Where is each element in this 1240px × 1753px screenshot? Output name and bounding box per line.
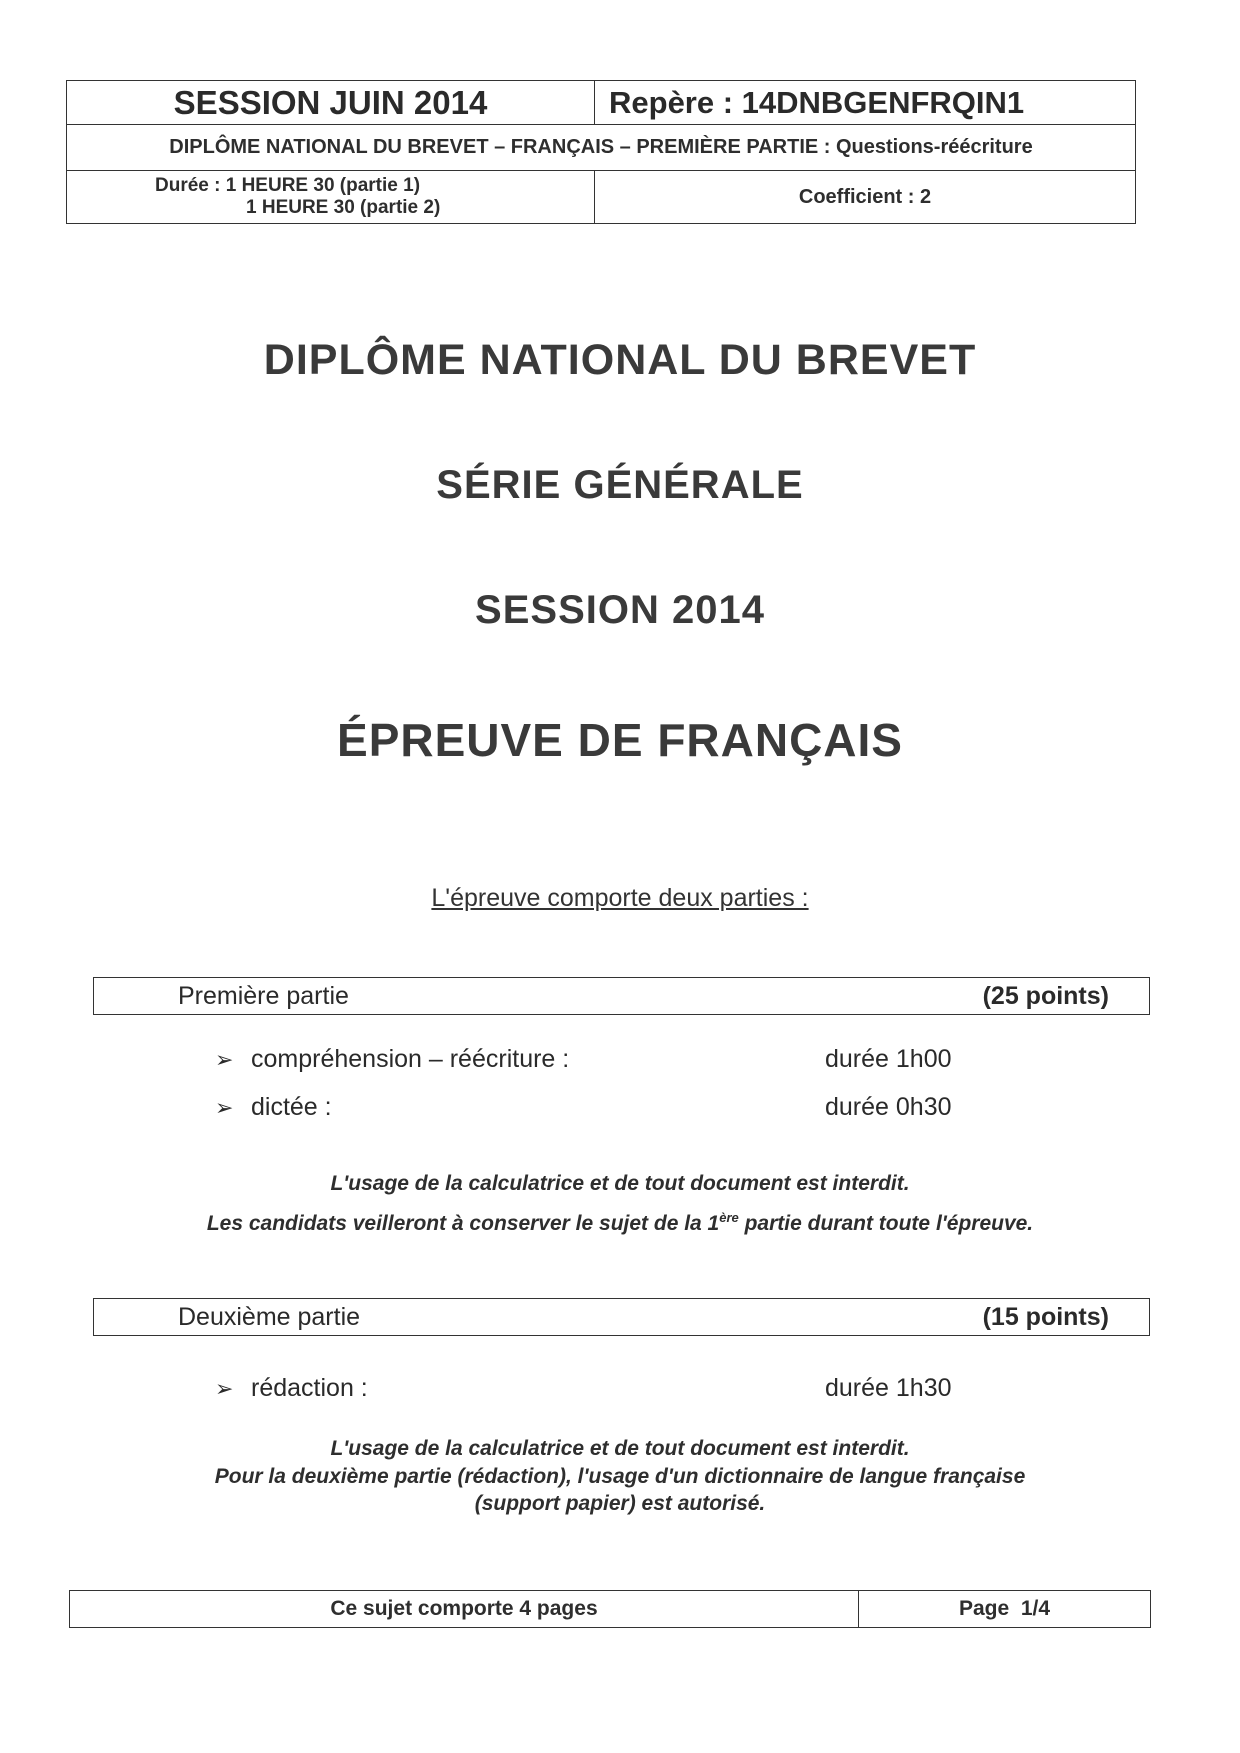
item-label: compréhension – réécriture : [251, 1045, 570, 1073]
notice-text-after: partie durant toute l'épreuve. [738, 1212, 1034, 1235]
item-label: dictée : [251, 1093, 332, 1121]
header-subtitle: DIPLÔME NATIONAL DU BREVET – FRANÇAIS – PREMIÈRE PARTIE : Questions-réécriture [67, 125, 1135, 171]
part1-label: Première partie [178, 981, 349, 1010]
notice-text-before: Les candidats veilleront à conserver le sujet de la 1 [206, 1212, 720, 1235]
list-item [215, 1093, 995, 1122]
part1-notice-calculator: L'usage de la calculatrice et de tout document est interdit. [330, 1172, 910, 1195]
part2-box [93, 1298, 1150, 1336]
footer-table [69, 1590, 1151, 1628]
item-duration: durée 1h30 [825, 1374, 952, 1402]
list-item [215, 1374, 995, 1403]
part2-points: (15 points) [982, 1302, 1109, 1331]
arrow-bullet-icon: ➢ [215, 1094, 234, 1120]
arrow-bullet-icon: ➢ [215, 1375, 234, 1401]
repere-label: Repère : 14DNBGENFRQIN1 [609, 84, 1025, 120]
list-item [215, 1045, 995, 1074]
part2-notice-calculator: L'usage de la calculatrice et de tout document est interdit. [330, 1437, 910, 1460]
item-label: rédaction : [251, 1374, 368, 1402]
item-duration: durée 1h00 [825, 1045, 952, 1073]
notice-superscript: ère [719, 1210, 739, 1225]
title-diplome: DIPLÔME NATIONAL DU BREVET [263, 336, 977, 384]
title-serie: SÉRIE GÉNÉRALE [436, 463, 804, 507]
part1-notice-keep-subject [0, 1210, 1240, 1236]
coefficient-label: Coefficient : 2 [798, 185, 932, 208]
duration-cell [67, 171, 595, 223]
intro-text: L'épreuve comporte deux parties : [431, 884, 809, 912]
arrow-bullet-icon: ➢ [215, 1046, 234, 1072]
part1-box [93, 977, 1150, 1015]
part2-notice-dictionary: Pour la deuxième partie (rédaction), l'usage d'un dictionnaire de langue française [214, 1465, 1026, 1488]
footer-page-count: Ce sujet comporte 4 pages [70, 1591, 859, 1627]
title-epreuve: ÉPREUVE DE FRANÇAIS [337, 714, 903, 766]
session-label: SESSION JUIN 2014 [67, 81, 595, 124]
part2-label: Deuxième partie [178, 1302, 361, 1331]
part1-points: (25 points) [982, 981, 1109, 1010]
header-table [66, 80, 1136, 224]
header-row-duration [67, 171, 1135, 223]
item-duration: durée 0h30 [825, 1093, 952, 1121]
title-session: SESSION 2014 [475, 588, 765, 632]
header-row-session [67, 81, 1135, 125]
duration-line-1: Durée : 1 HEURE 30 (partie 1) [155, 175, 421, 196]
footer-page-number: Page 1/4 [958, 1597, 1051, 1620]
duration-line-2: 1 HEURE 30 (partie 2) [246, 197, 441, 218]
part2-notice-dictionary-cont: (support papier) est autorisé. [474, 1492, 766, 1515]
